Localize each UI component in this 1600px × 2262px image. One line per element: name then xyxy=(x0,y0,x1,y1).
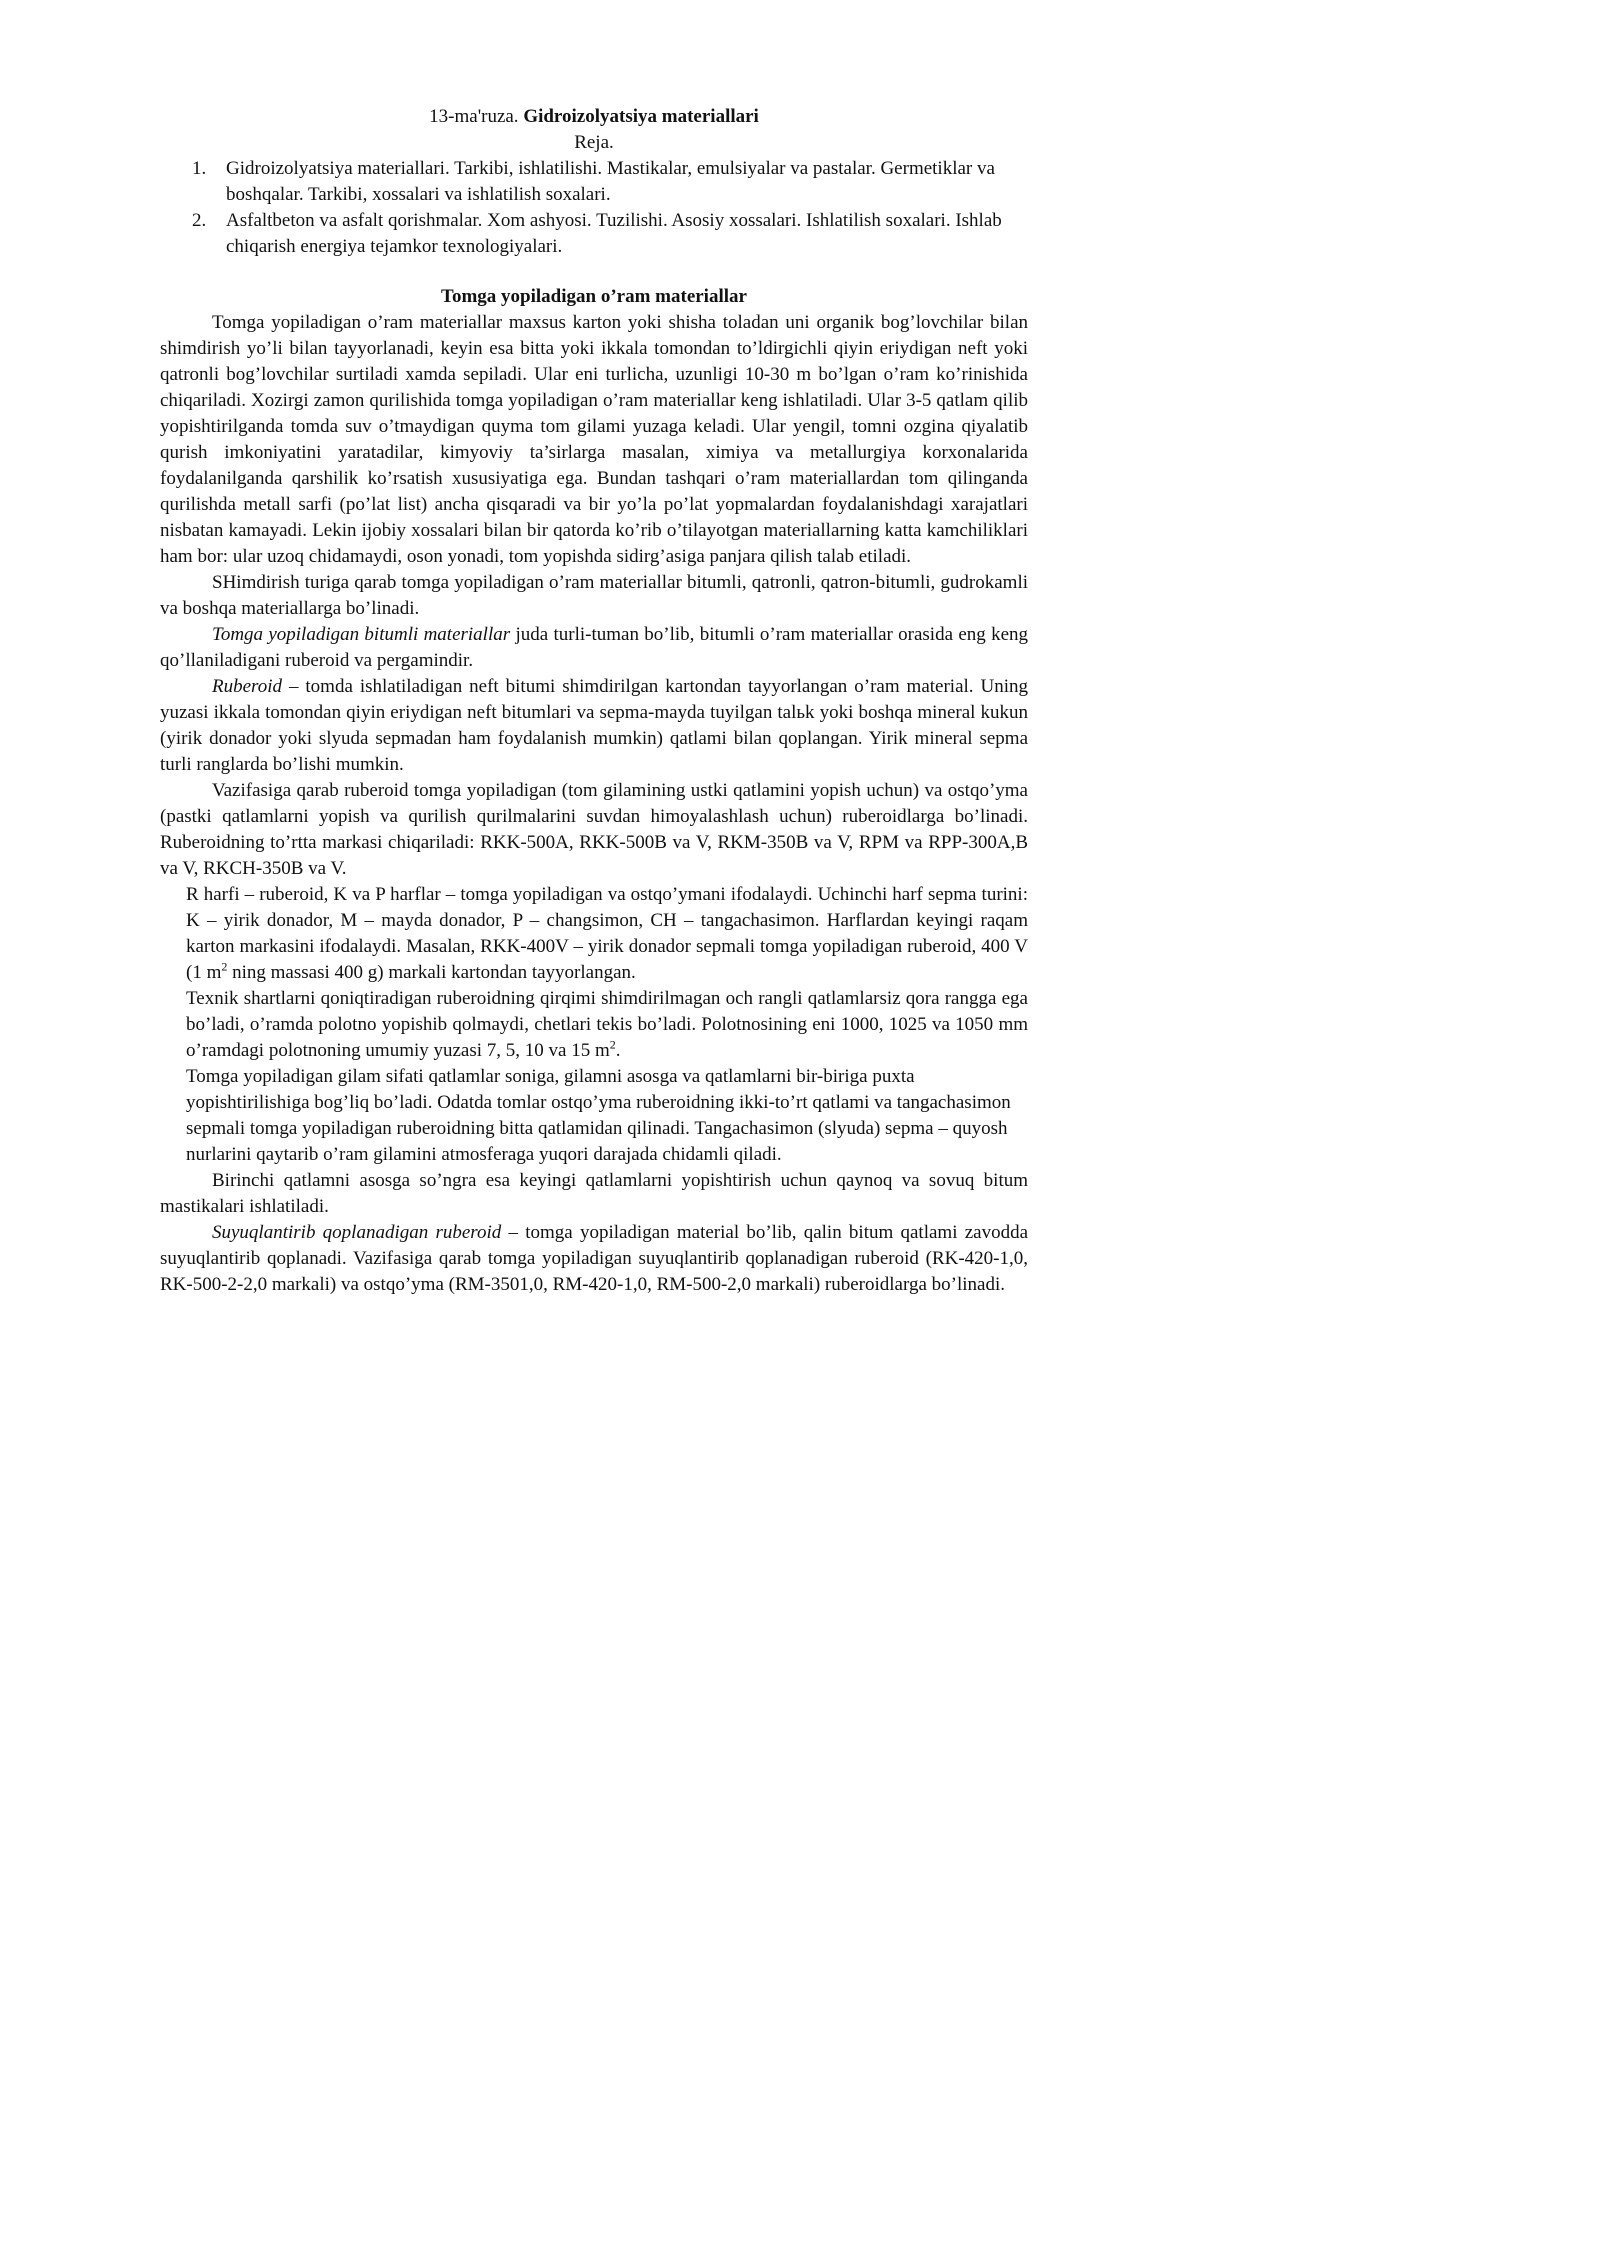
lecture-title-bold: Gidroizolyatsiya materiallari xyxy=(523,106,759,127)
paragraph-ruberoid-purpose: Vazifasiga qarab ruberoid tomga yopiladigan (tom gilamining ustki qatlamini yopish uchun) va ostqo’yma (pastki qatlamlarni yopish va qurilish qurilmalarini suvdan himoyalashlash uchun) ruberoidlarga bo’linadi. Ruberoidning to’rtta markasi chiqariladi: RKK-500A, RKK-500B va V, RKM-350B va V, RPM va RPP-300A,B va V, RKCH-350B va V. xyxy=(160,780,1028,879)
section-heading: Tomga yopiladigan o’ram materiallar xyxy=(441,286,747,307)
plan-list xyxy=(160,156,1028,260)
plan-item-text: Asfaltbeton va asfalt qorishmalar. Xom ashyosi. Tuzilishi. Asosiy xossalari. Ishlatilish soxalari. Ishlab chiqarish energiya tejamkor texnologiyalari. xyxy=(226,210,1002,257)
paragraph-ruberoid: Ruberoid – tomda ishlatiladigan neft bitumi shimdirilgan kartondan tayyorlangan o’ram material. Uning yuzasi ikkala tomondan qiyin eriydigan neft bitumlari va sepma-mayda tuyilgan talьk yoki boshqa mineral kukun (yirik donador yoki slyuda sepmadan ham foydalanish mumkin) qatlami bilan qoplangan. Yirik mineral sepma turli ranglarda bo’lishi mumkin. xyxy=(160,676,1028,775)
paragraph-marking: R harfi – ruberoid, K va P harflar – tomga yopiladigan va ostqo’ymani ifodalaydi. Uchinchi harf sepma turini: K – yirik donador, M – mayda donador, P – changsimon, CH – tangachasimon. Harflardan keyingi raqam karton markasini ifodalaydi. Masalan, RKK-400V – yirik donador sepmali tomga yopiladigan ruberoid, 400 V (1 $m^2$ ning massasi 400 g) markali kartondan tayyorlangan. xyxy=(186,884,1028,983)
lecture-prefix: 13-ma'ruza. xyxy=(429,106,524,127)
paragraph-bitumen-materials: Tomga yopiladigan bitumli materiallar juda turli-tuman bo’lib, bitumli o’ram materiallar orasida eng keng qo’llaniladigani ruberoid va pergamindir. xyxy=(160,624,1028,671)
term-ruberoid: Ruberoid xyxy=(212,676,283,697)
paragraph-carpet-quality: Tomga yopiladigan gilam sifati qatlamlar soniga, gilamni asosga va qatlamlarni bir-biriga puxta yopishtirilishiga bog’liq bo’ladi. Odatda tomlar ostqo’yma ruberoidning ikki-to’rt qatlami va tangachasimon sepmali tomga yopiladigan ruberoidning bitta qatlamidan qilinadi. Tangachasimon (slyuda) sepma – quyosh nurlarini qaytarib o’ram gilamini atmosferaga yuqori darajada chidamli qiladi. xyxy=(186,1066,1011,1165)
plan-item-text: Gidroizolyatsiya materiallari. Tarkibi, ishlatilishi. Mastikalar, emulsiyalar va pastalar. Germetiklar va boshqalar. Tarkibi, xossalari va ishlatilish soxalari. xyxy=(226,158,995,205)
lecture-title xyxy=(160,104,1028,130)
plan-item xyxy=(160,208,1028,260)
paragraph-impregnation-types: SHimdirish turiga qarab tomga yopiladigan o’ram materiallar bitumli, qatronli, qatron-bitumli, gudrokamli va boshqa materiallarga bo’linadi. xyxy=(160,572,1028,619)
document-page xyxy=(160,104,1028,1298)
paragraph-fused-ruberoid: Suyuqlantirib qoplanadigan ruberoid – tomga yopiladigan material bo’lib, qalin bitum qatlami zavodda suyuqlantirib qoplanadi. Vazifasiga qarab tomga yopiladigan suyuqlantirib qoplanadigan ruberoid (RK-420-1,0, RK-500-2-2,0 markali) va ostqo’yma (RM-3501,0, RM-420-1,0, RM-500-2,0 markali) ruberoidlarga bo’linadi. xyxy=(160,1222,1029,1295)
plan-item-number: 1. xyxy=(192,158,207,179)
paragraph-intro: Tomga yopiladigan o’ram materiallar maxsus karton yoki shisha toladan uni organik bog’lovchilar bilan shimdirish yo’li bilan tayyorlanadi, keyin esa bitta yoki ikkala tomondan to’ldirgichli qiyin eriydigan neft yoki qatronli bog’lovchilar surtiladi xamda sepiladi. Ular eni turlicha, uzunligi 10-30 m bo’lgan o’ram ko’rinishida chiqariladi. Xozirgi zamon qurilishida tomga yopiladigan o’ram materiallar keng ishlatiladi. Ular 3-5 qatlam qilib yopishtirilganda tomda suv o’tmaydigan quyma tom gilami yuzaga keladi. Ular yengil, tomni ozgina qiyalatib qurish imkoniyatini yaratadilar, kimyoviy ta’sirlarga masalan, ximiya va metallurgiya korxonalarida foydalanilganda qarshilik ko’rsatish xususiyatiga ega. Bundan tashqari o’ram materiallardan tom qilinganda qurilishda metall sarfi (po’lat list) ancha qisqaradi va bir yo’la po’lat yopmalardan foydalanishdagi xarajatlari nisbatan kamayadi. Lekin ijobiy xossalari bilan bir qatorda ko’rib o’tilayotgan materiallarning katta kamchiliklari ham bor: ular uzoq chidamaydi, oson yonadi, tom yopishda sidirg’asiga panjara qilish talab etiladi. xyxy=(160,312,1028,567)
plan-label: Reja. xyxy=(574,132,614,153)
paragraph-mastics: Birinchi qatlamni asosga so’ngra esa keyingi qatlamlarni yopishtirish uchun qaynoq va sovuq bitum mastikalari ishlatiladi. xyxy=(160,1170,1028,1217)
term-fused-ruberoid: Suyuqlantirib qoplanadigan ruberoid xyxy=(212,1222,502,1243)
plan-item xyxy=(160,156,1028,208)
paragraph-technical-conditions: Texnik shartlarni qoniqtiradigan ruberoidning qirqimi shimdirilmagan och rangli qatlamlarsiz qora rangga ega bo’ladi, o’ramda polotno yopishib qolmaydi, chetlari tekis bo’ladi. Polotnosining eni 1000, 1025 va 1050 mm o’ramdagi polotnoning umumiy yuzasi 7, 5, 10 va 15 $m^2$. xyxy=(186,988,1028,1061)
plan-item-number: 2. xyxy=(192,210,207,231)
term-bitumen-materials: Tomga yopiladigan bitumli materiallar xyxy=(212,624,511,645)
